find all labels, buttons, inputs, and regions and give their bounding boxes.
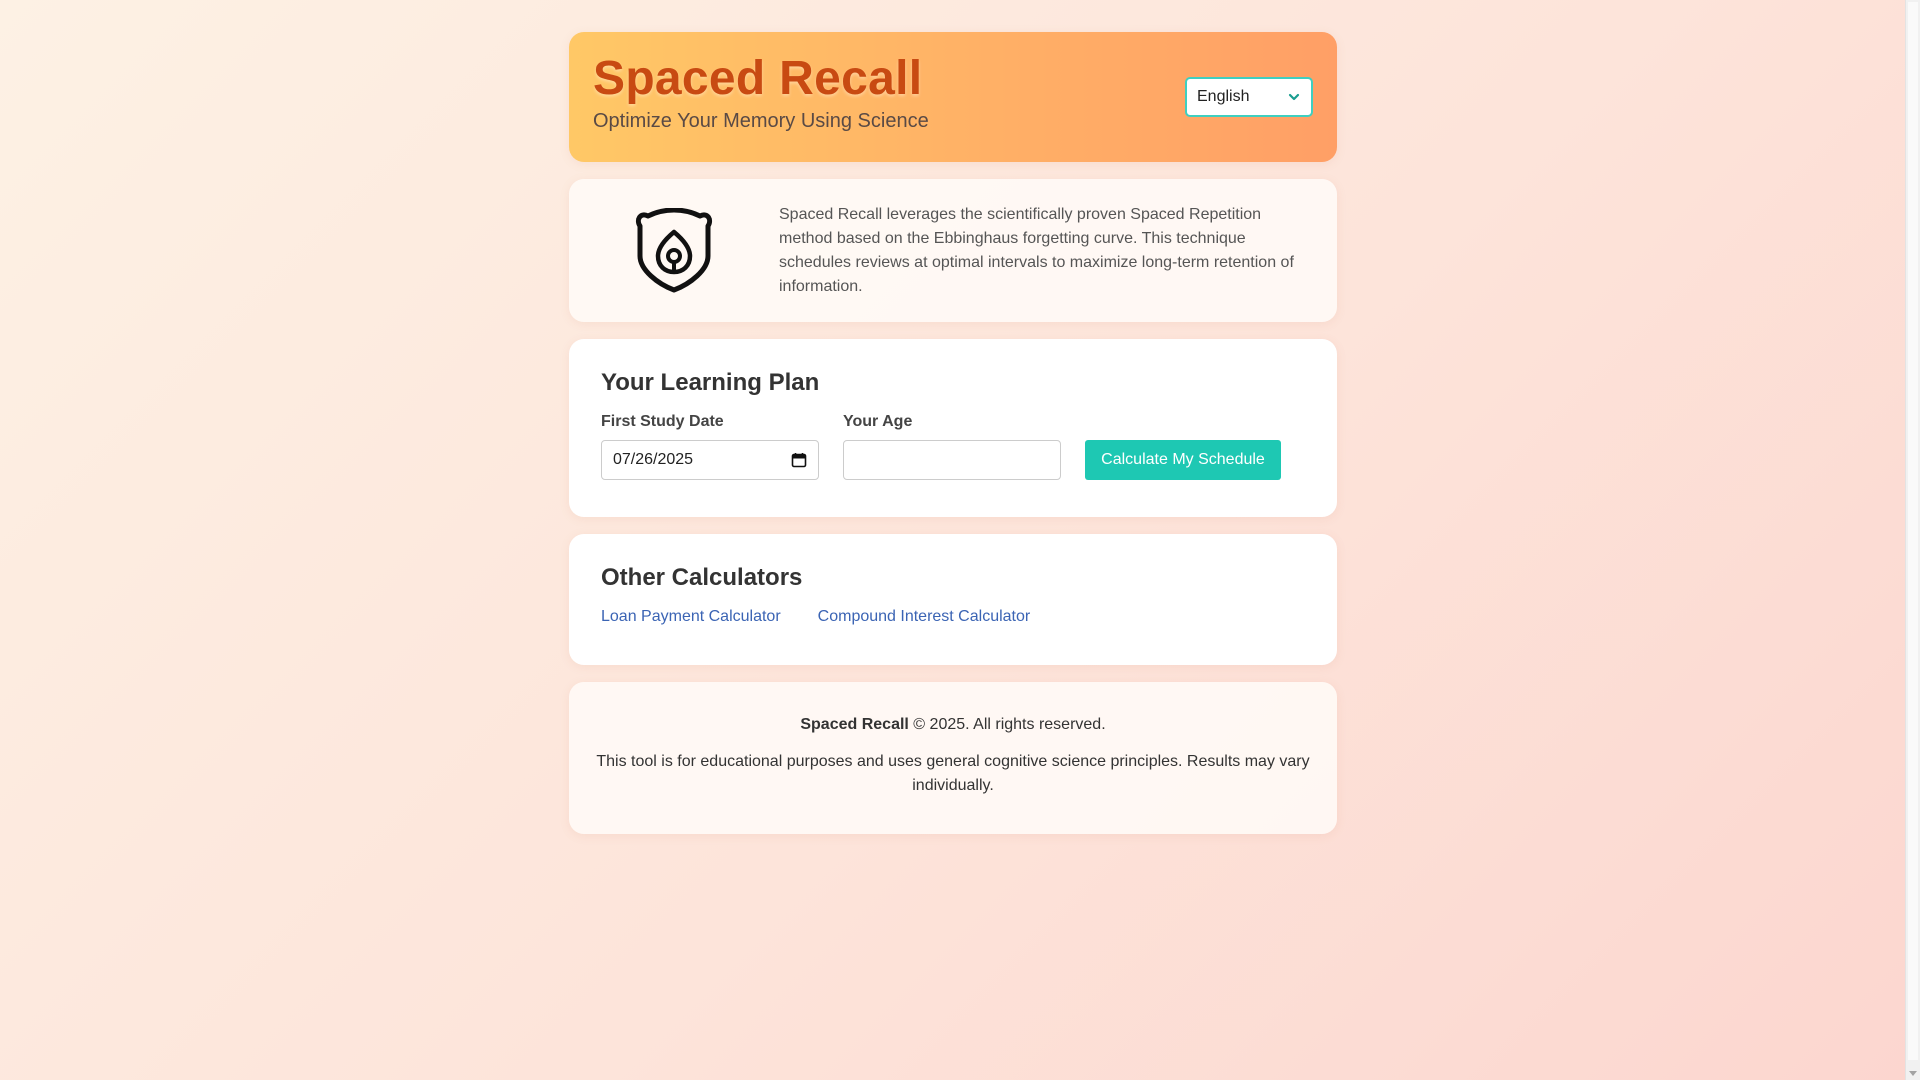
language-select-value: English [1197, 88, 1250, 105]
page-subtitle: Optimize Your Memory Using Science [593, 110, 929, 133]
language-select[interactable] [1185, 77, 1313, 117]
logo [569, 208, 779, 294]
page-container [569, 32, 1337, 851]
scrollbar-thumb[interactable] [1908, 2, 1918, 1060]
compound-interest-calculator-link[interactable]: Compound Interest Calculator [817, 608, 1031, 625]
calendar-icon[interactable] [791, 452, 807, 468]
other-calculators-title: Other Calculators [601, 564, 803, 591]
study-date-field [601, 413, 819, 480]
page-scrollbar[interactable] [1905, 0, 1920, 1080]
about-description: Spaced Recall leverages the scientifically proven Spaced Repetition method based on the Ebbinghaus forgetting curve. This technique schedules reviews at optimal intervals to maximize long-term retention of information. [779, 205, 1294, 295]
study-date-input[interactable] [601, 440, 819, 480]
learning-plan-form [569, 339, 1337, 517]
footer-copyright-text: © 2025. All rights reserved. [908, 716, 1106, 733]
age-label: Your Age [843, 413, 913, 430]
about-section [569, 179, 1337, 322]
chevron-down-icon [1287, 90, 1301, 104]
age-field [843, 413, 1061, 480]
footer-disclaimer: This tool is for educational purposes and uses general cognitive science principles. Results may vary individually. [596, 753, 1310, 794]
page-title: Spaced Recall [593, 52, 923, 105]
calculator-links [601, 608, 1305, 626]
study-date-value: 07/26/2025 [613, 451, 694, 468]
loan-payment-calculator-link[interactable]: Loan Payment Calculator [601, 608, 781, 625]
bear-shield-icon [634, 208, 714, 294]
footer-brand: Spaced Recall [800, 716, 909, 733]
other-calculators-section [569, 534, 1337, 665]
site-header [569, 32, 1337, 162]
footer-copyright [595, 716, 1311, 734]
age-input[interactable] [843, 440, 1061, 480]
study-date-label: First Study Date [601, 413, 724, 430]
scroll-down-arrow-icon[interactable] [1909, 1071, 1917, 1076]
form-row [601, 413, 1305, 480]
calculate-schedule-button[interactable]: Calculate My Schedule [1085, 440, 1281, 480]
learning-plan-title: Your Learning Plan [601, 369, 820, 396]
site-footer [569, 682, 1337, 834]
